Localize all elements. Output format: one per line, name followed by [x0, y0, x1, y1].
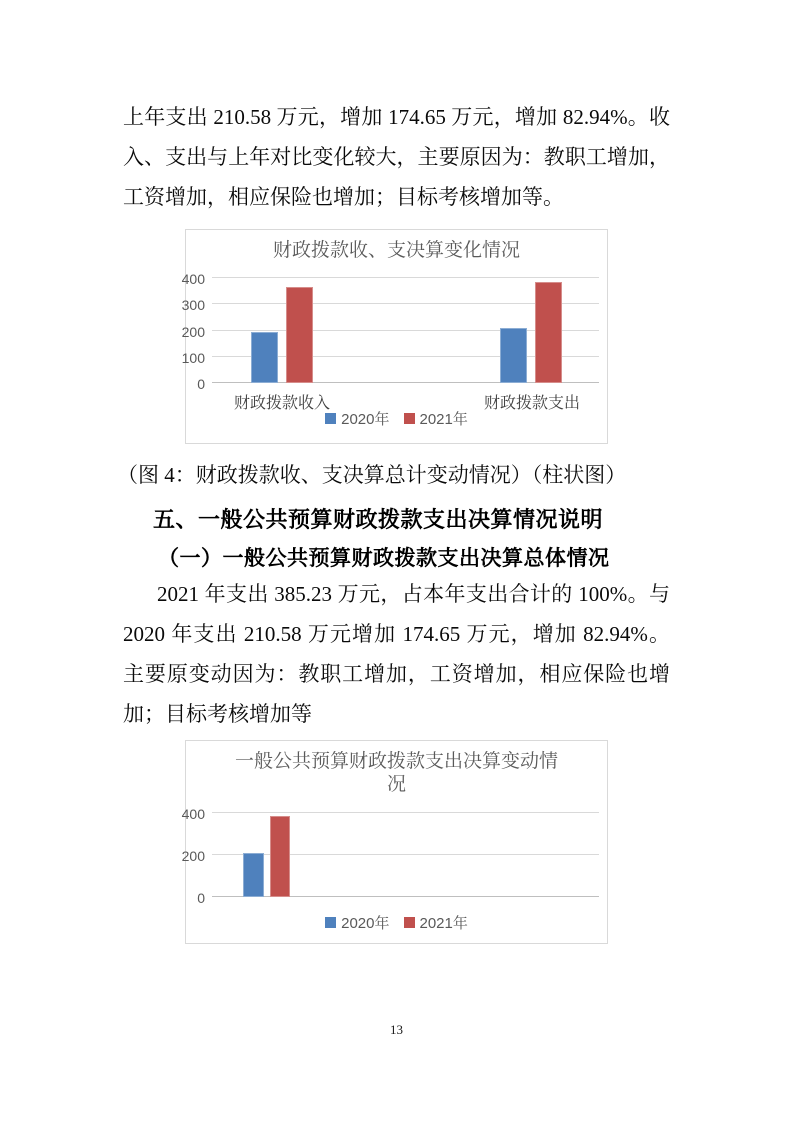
bar-expense2-2021	[270, 816, 290, 897]
chart1-legend-label-2021: 2021年	[419, 411, 468, 428]
bar-revenue-2020	[251, 332, 278, 383]
chart1-legend	[186, 408, 607, 429]
page-number: 13	[390, 1022, 403, 1037]
chart2-legend-label-2021: 2021年	[419, 915, 468, 932]
chart2-legend-label-2020: 2020年	[341, 915, 390, 932]
chart-general-budget-expense-change	[181, 740, 608, 944]
chart1-legend-item-2020	[325, 408, 389, 429]
legend-swatch-2021-icon	[404, 413, 415, 424]
figure4-caption: （图 4：财政拨款收、支决算总计变动情况）（柱状图）	[117, 463, 627, 487]
chart1-legend-label-2020: 2020年	[341, 411, 390, 428]
chart2-ytick-400: 400	[181, 806, 205, 822]
bar-expense2-2020	[243, 853, 264, 897]
bar-expense-2020	[500, 328, 527, 383]
chart2-ytick-200: 200	[181, 848, 205, 864]
chart-fiscal-revenue-expense	[181, 229, 608, 444]
chart2-title: 一般公共预算财政拨款支出决算变动情况	[234, 751, 558, 795]
chart2-gridline-400	[212, 812, 599, 813]
chart1-ytick-100: 100	[181, 349, 205, 366]
chart1-plot-area	[181, 271, 599, 412]
chart1-gridline-400	[212, 277, 599, 278]
bar-revenue-2021	[286, 287, 313, 383]
chart2-ytick-0: 0	[197, 890, 205, 906]
chart2-legend	[186, 912, 607, 933]
chart2-legend-item-2021	[404, 912, 468, 933]
chart1-ytick-300: 300	[181, 297, 205, 314]
paragraph-prior-year-comparison: 上年支出 210.58 万元，增加 174.65 万元，增加 82.94%。收入、支出与上年对比变化较大，主要原因为：教职工增加，工资增加，相应保险也增加；目标考核增加等。	[123, 105, 670, 209]
legend-swatch-2020-icon	[325, 917, 336, 928]
paragraph-2021-expense-overview: 2021 年支出 385.23 万元，占本年支出合计的 100%。与 2020 年支出 210.58 万元增加 174.65 万元，增加 82.94%。主要原变动因为：教职工增加，工资增加，相应保险也增加；目标考核增加等	[123, 582, 670, 726]
chart1-category-revenue: 财政拨款收入	[233, 395, 331, 412]
chart2-plot-area	[181, 806, 599, 906]
chart2-legend-item-2020	[325, 912, 389, 933]
heading-section-5-1: （一）一般公共预算财政拨款支出决算总体情况	[158, 546, 610, 570]
bar-expense-2021	[535, 282, 562, 383]
chart1-legend-item-2021	[404, 408, 468, 429]
chart1-category-expense: 财政拨款支出	[483, 395, 581, 412]
legend-swatch-2021-icon	[404, 917, 415, 928]
chart1-title: 财政拨款收、支决算变化情况	[272, 240, 520, 261]
legend-swatch-2020-icon	[325, 413, 336, 424]
chart1-ytick-0: 0	[197, 376, 205, 392]
chart1-ytick-400: 400	[181, 271, 205, 287]
chart1-ytick-200: 200	[181, 323, 205, 340]
heading-section-5: 五、一般公共预算财政拨款支出决算情况说明	[153, 507, 604, 532]
